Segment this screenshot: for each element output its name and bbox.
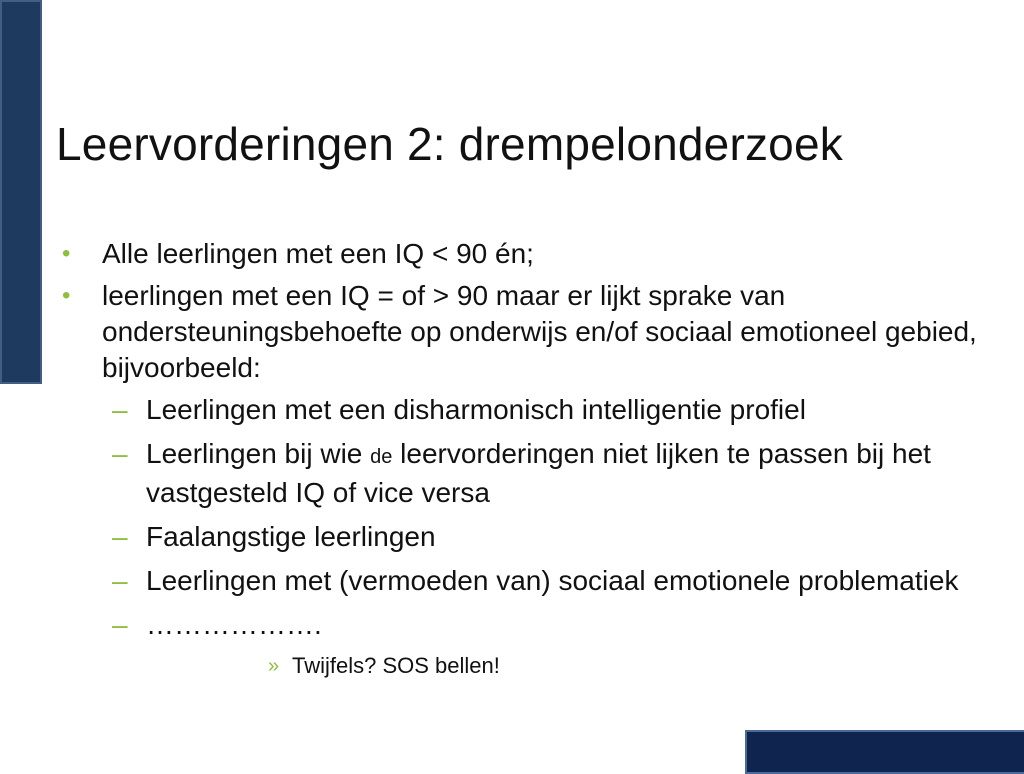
subsub-text: Twijfels? SOS bellen!	[292, 653, 500, 678]
double-chevron-icon: »	[268, 655, 280, 677]
dash-icon: –	[112, 565, 128, 596]
bullet-text: leerlingen met een IQ = of > 90 maar er lijkt sprake van ondersteuningsbehoefte op onderwijs en/of sociaal emotioneel gebied, bijvoorbeeld:	[102, 280, 977, 383]
subbullet-item	[62, 519, 992, 555]
subbullet-text-prefix: Leerlingen bij wie	[146, 438, 371, 469]
bullet-text: Alle leerlingen met een IQ < 90 én;	[102, 238, 534, 269]
subbullet-text: Leerlingen met een disharmonisch intelligentie profiel	[146, 394, 806, 425]
subsub-item	[62, 651, 992, 681]
dash-icon: –	[112, 394, 128, 425]
subbullet-item	[62, 607, 992, 643]
dash-icon: –	[112, 609, 128, 640]
left-decorative-bar	[0, 0, 42, 384]
bottom-right-decorative-bar	[745, 730, 1024, 774]
subbullet-text-suffix: leervorderingen niet lijken te passen bij het vastgesteld IQ of vice versa	[146, 438, 931, 508]
subbullet-small-text: de	[370, 446, 393, 468]
bullet-item	[62, 236, 992, 272]
slide-title: Leervorderingen 2: drempelonderzoek	[56, 118, 843, 170]
bullet-icon: •	[62, 240, 71, 267]
subbullet-text: Faalangstige leerlingen	[146, 521, 436, 552]
subbullet-text: ……………….	[146, 609, 322, 640]
slide-content	[62, 236, 992, 681]
subbullet-text: Leerlingen met (vermoeden van) sociaal emotionele problematiek	[146, 565, 959, 596]
subbullet-item	[62, 563, 992, 599]
bullet-icon: •	[62, 282, 71, 309]
bullet-item	[62, 278, 992, 386]
dash-icon: –	[112, 438, 128, 469]
subbullet-item	[62, 436, 992, 511]
dash-icon: –	[112, 521, 128, 552]
subbullet-item	[62, 392, 992, 428]
